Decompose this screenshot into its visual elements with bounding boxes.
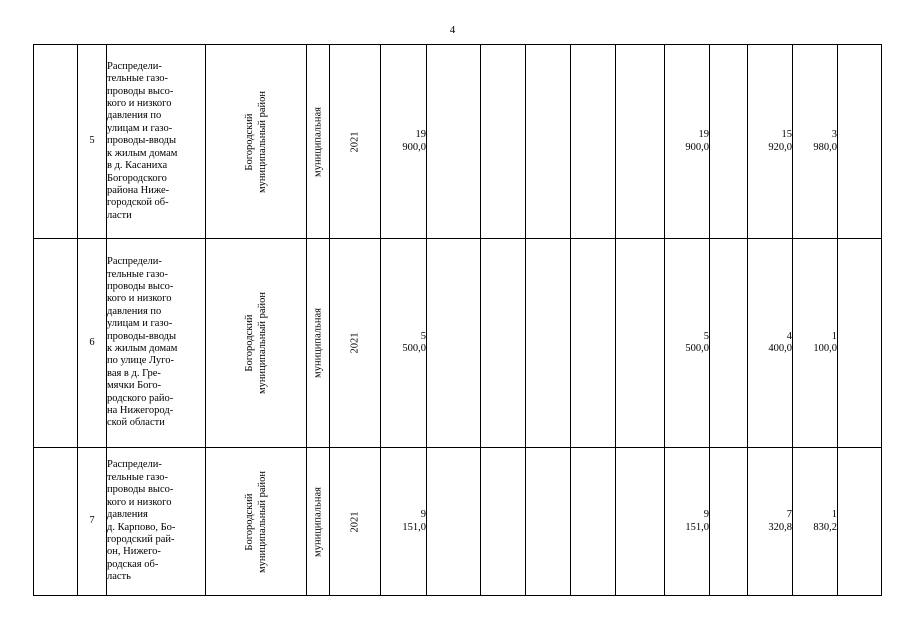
total-cost-2: 19 900,0 [665, 45, 710, 239]
ownership-cell [307, 45, 330, 239]
total-cost: 9 151,0 [381, 448, 427, 596]
empty-cell [838, 448, 882, 596]
year-cell [330, 448, 381, 596]
empty-cell [710, 448, 748, 596]
empty-cell [616, 45, 665, 239]
cost-part-2: 1 830,2 [793, 448, 838, 596]
empty-cell [34, 239, 78, 448]
empty-cell [427, 448, 481, 596]
empty-cell [34, 45, 78, 239]
empty-cell [34, 448, 78, 596]
empty-cell [526, 239, 571, 448]
district-label: Богородский муниципальный район [244, 90, 268, 193]
ownership-cell [307, 448, 330, 596]
year-label: 2021 [349, 511, 361, 532]
ownership-label: муниципальная [312, 106, 324, 177]
empty-cell [481, 448, 526, 596]
page-number: 4 [449, 24, 456, 36]
data-table [33, 44, 882, 596]
year-cell [330, 239, 381, 448]
empty-cell [616, 448, 665, 596]
empty-cell [710, 45, 748, 239]
empty-cell [571, 239, 616, 448]
empty-cell [526, 448, 571, 596]
empty-cell [571, 45, 616, 239]
year-label: 2021 [349, 332, 361, 354]
district-cell [206, 448, 307, 596]
district-cell [206, 239, 307, 448]
total-cost-2: 5 500,0 [665, 239, 710, 448]
table-row [34, 239, 882, 448]
object-name: Распредели- тельные газо- проводы высо- кого и низкого давления по улицам и газо- проводы-вводы к жилым домам в д. Касаниха Богородского района Ниже- городской об- ласти [107, 45, 206, 239]
empty-cell [427, 45, 481, 239]
cost-part-1: 15 920,0 [748, 45, 793, 239]
total-cost: 5 500,0 [381, 239, 427, 448]
ownership-label: муниципальная [312, 486, 324, 557]
year-cell [330, 45, 381, 239]
empty-cell [427, 239, 481, 448]
row-number: 6 [78, 239, 107, 448]
district-cell [206, 45, 307, 239]
ownership-cell [307, 239, 330, 448]
cost-part-1: 7 320,8 [748, 448, 793, 596]
empty-cell [526, 45, 571, 239]
empty-cell [710, 239, 748, 448]
empty-cell [481, 45, 526, 239]
total-cost-2: 9 151,0 [665, 448, 710, 596]
total-cost: 19 900,0 [381, 45, 427, 239]
district-label: Богородский муниципальный район [244, 470, 268, 573]
district-label: Богородский муниципальный район [244, 291, 268, 395]
object-name: Распредели- тельные газо- проводы высо- кого и низкого давления д. Карпово, Бо- городский рай- он, Нижего- родская об- ласть [107, 448, 206, 596]
cost-part-2: 3 980,0 [793, 45, 838, 239]
table-row [34, 448, 882, 596]
cost-part-1: 4 400,0 [748, 239, 793, 448]
object-name: Распредели- тельные газо- проводы высо- кого и низкого давления по улицам и газо- проводы-вводы к жилым домам по улице Луго- вая в д. Гре- мячки Бого- родского райо- на Нижегород- ской области [107, 239, 206, 448]
empty-cell [481, 239, 526, 448]
row-number: 5 [78, 45, 107, 239]
empty-cell [838, 45, 882, 239]
empty-cell [616, 239, 665, 448]
ownership-label: муниципальная [312, 308, 324, 378]
year-label: 2021 [349, 131, 361, 152]
row-number: 7 [78, 448, 107, 596]
cost-part-2: 1 100,0 [793, 239, 838, 448]
empty-cell [571, 448, 616, 596]
empty-cell [838, 239, 882, 448]
table-row [34, 45, 882, 239]
